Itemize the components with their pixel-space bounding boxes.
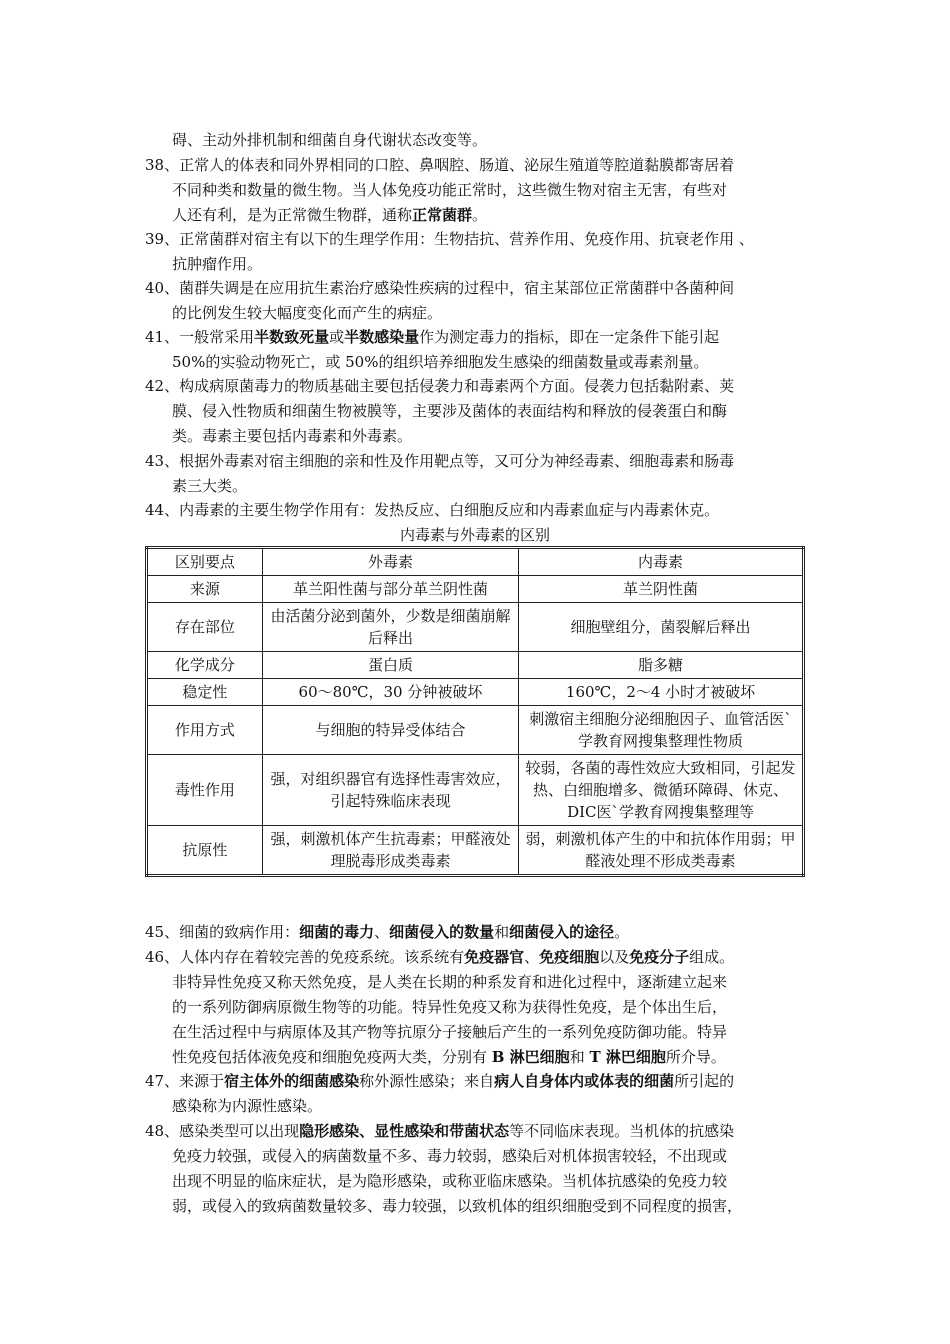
paragraph-40-line-2: 的比例发生较大幅度变化而产生的病症。: [172, 304, 443, 322]
paragraph-44: 44、内毒素的主要生物学作用有：发热反应、白细胞反应和内毒素血症与内毒素休克。: [145, 501, 720, 519]
paragraph-42-line-2: 膜、侵入性物质和细菌生物被膜等，主要涉及菌体的表面结构和释放的侵袭蛋白和酶: [172, 402, 728, 420]
paragraph-38-line-3: 人还有利，是为正常微生物群，通称正常菌群。: [172, 206, 488, 224]
paragraph-46-line-5: 性免疫包括体液免疫和细胞免疫两大类，分别有 B 淋巴细胞和 T 淋巴细胞所介导。: [172, 1048, 726, 1066]
paragraph-38-line-1: 38、正常人的体表和同外界相同的口腔、鼻咽腔、肠道、泌尿生殖道等腔道黏膜都寄居着: [145, 156, 735, 174]
table-cell: 化学成分: [147, 652, 263, 679]
paragraph-46-line-4: 在生活过程中与病原体及其产物等抗原分子接触后产生的一系列免疫防御功能。特异: [172, 1023, 728, 1041]
table-row: [147, 576, 804, 603]
table-header-row: [147, 548, 804, 576]
table-cell: 作用方式: [147, 706, 263, 755]
paragraph-38-line-2: 不同种类和数量的微生物。当人体免疫功能正常时，这些微生物对宿主无害，有些对: [172, 181, 728, 199]
paragraph-39-line-2: 抗肿瘤作用。: [172, 255, 263, 273]
table-cell: 弱，刺激机体产生的中和抗体作用弱；甲醛液处理不形成类毒素: [519, 826, 804, 876]
paragraph-41-line-2: 50%的实验动物死亡，或 50%的组织培养细胞发生感染的细菌数量或毒素剂量。: [172, 353, 709, 371]
table-cell: 160℃，2～4 小时才被破坏: [519, 679, 804, 706]
table-cell: 刺激宿主细胞分泌细胞因子、血管活医`学教育网搜集整理性物质: [519, 706, 804, 755]
table-cell: 抗原性: [147, 826, 263, 876]
table-cell: 强，对组织器官有选择性毒害效应，引起特殊临床表现: [262, 755, 518, 826]
paragraph-40-line-1: 40、菌群失调是在应用抗生素治疗感染性疾病的过程中，宿主某部位正常菌群中各菌种间: [145, 279, 735, 297]
table-row: [147, 603, 804, 652]
table-cell: 稳定性: [147, 679, 263, 706]
table-cell: 强，刺激机体产生抗毒素；甲醛液处理脱毒形成类毒素: [262, 826, 518, 876]
paragraph-46-line-1: 46、人体内存在着较完善的免疫系统。该系统有免疫器官、免疫细胞以及免疫分子组成。: [145, 948, 735, 966]
table-row: [147, 679, 804, 706]
table-cell: 来源: [147, 576, 263, 603]
table-header-cell: 外毒素: [262, 548, 518, 576]
paragraph-37-continuation: 碍、主动外排机制和细菌自身代谢状态改变等。: [172, 131, 488, 149]
paragraph-48-line-1: 48、感染类型可以出现隐形感染、显性感染和带菌状态等不同临床表现。当机体的抗感染: [145, 1122, 735, 1140]
paragraph-47-line-1: 47、来源于宿主体外的细菌感染称外源性感染；来自病人自身体内或体表的细菌所引起的: [145, 1072, 735, 1090]
table-cell: 60～80℃，30 分钟被破坏: [262, 679, 518, 706]
table-cell: 较弱，各菌的毒性效应大致相同，引起发热、白细胞增多、微循环障碍、休克、DIC医`学教育网搜集整理等: [519, 755, 804, 826]
table-header-cell: 内毒素: [519, 548, 804, 576]
table-cell: 蛋白质: [262, 652, 518, 679]
paragraph-47-line-2: 感染称为内源性感染。: [172, 1097, 323, 1115]
table-cell: 脂多糖: [519, 652, 804, 679]
paragraph-42-line-1: 42、构成病原菌毒力的物质基础主要包括侵袭力和毒素两个方面。侵袭力包括黏附素、荚: [145, 377, 735, 395]
table-cell: 革兰阳性菌与部分革兰阴性菌: [262, 576, 518, 603]
paragraph-48-line-2: 免疫力较强，或侵入的病菌数量不多、毒力较弱，感染后对机体损害较轻，不出现或: [172, 1147, 728, 1165]
table-cell: 细胞壁组分，菌裂解后释出: [519, 603, 804, 652]
paragraph-39-line-1: 39、正常菌群对宿主有以下的生理学作用：生物拮抗、营养作用、免疫作用、抗衰老作用 、: [145, 230, 754, 248]
paragraph-43-line-1: 43、根据外毒素对宿主细胞的亲和性及作用靶点等，又可分为神经毒素、细胞毒素和肠毒: [145, 452, 735, 470]
table-caption: 内毒素与外毒素的区别: [399, 526, 550, 544]
table-cell: 存在部位: [147, 603, 263, 652]
table-row: [147, 755, 804, 826]
paragraph-48-line-4: 弱，或侵入的致病菌数量较多、毒力较强，以致机体的组织细胞受到不同程度的损害，: [172, 1197, 743, 1215]
table-row: [147, 652, 804, 679]
paragraph-41-line-1: 41、一般常采用半数致死量或半数感染量作为测定毒力的指标，即在一定条件下能引起: [145, 328, 720, 346]
table-cell: 由活菌分泌到菌外，少数是细菌崩解后释出: [262, 603, 518, 652]
table-cell: 与细胞的特异受体结合: [262, 706, 518, 755]
table-row: [147, 826, 804, 876]
paragraph-42-line-3: 类。毒素主要包括内毒素和外毒素。: [172, 427, 413, 445]
table-cell: 革兰阴性菌: [519, 576, 804, 603]
paragraph-45: 45、细菌的致病作用：细菌的毒力、细菌侵入的数量和细菌侵入的途径。: [145, 923, 630, 941]
table-header-cell: 区别要点: [147, 548, 263, 576]
paragraph-46-line-2: 非特异性免疫又称天然免疫，是人类在长期的种系发育和进化过程中，逐渐建立起来: [172, 973, 728, 991]
toxin-comparison-table: [145, 546, 805, 877]
paragraph-48-line-3: 出现不明显的临床症状，是为隐形感染，或称亚临床感染。当机体抗感染的免疫力较: [172, 1172, 728, 1190]
paragraph-46-line-3: 的一系列防御病原微生物等的功能。特异性免疫又称为获得性免疫，是个体出生后，: [172, 998, 728, 1016]
paragraph-43-line-2: 素三大类。: [172, 477, 248, 495]
table-row: [147, 706, 804, 755]
table-cell: 毒性作用: [147, 755, 263, 826]
